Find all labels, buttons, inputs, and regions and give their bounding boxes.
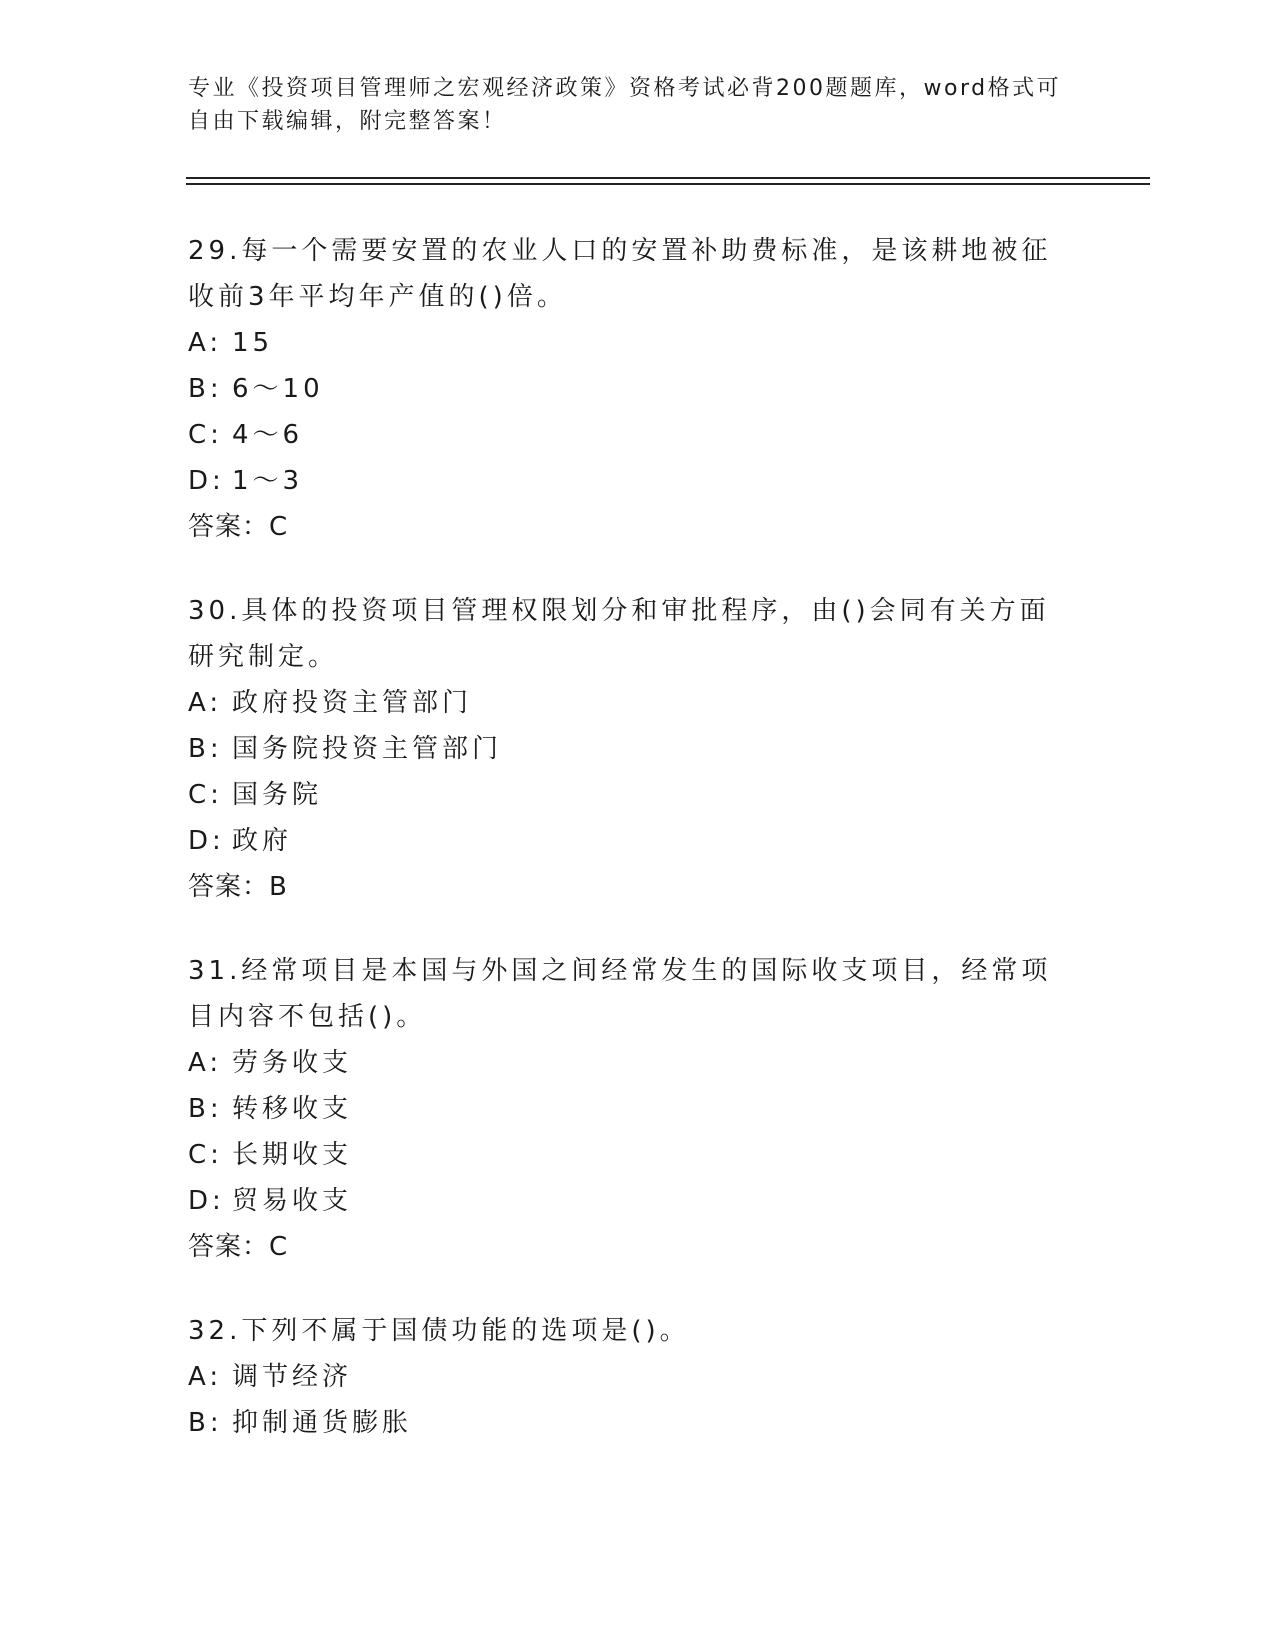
- option-letter: A:: [188, 688, 223, 718]
- option-letter: A:: [188, 1362, 223, 1392]
- option-text: 调节经济: [232, 1362, 353, 1392]
- option-a: [188, 1040, 1088, 1086]
- option-letter: C:: [188, 780, 223, 810]
- option-text: 6～10: [232, 374, 324, 404]
- option-letter: B:: [188, 734, 223, 764]
- option-text: 国务院投资主管部门: [232, 734, 503, 764]
- option-text: 抑制通货膨胀: [232, 1408, 413, 1438]
- option-text: 4～6: [232, 420, 304, 450]
- option-d: [188, 818, 1088, 864]
- option-a: [188, 680, 1088, 726]
- option-letter: C:: [188, 420, 223, 450]
- question-32: [188, 1308, 1088, 1446]
- option-letter: B:: [188, 1094, 223, 1124]
- question-stem: 32.下列不属于国债功能的选项是()。: [188, 1316, 690, 1346]
- option-a: [188, 320, 1088, 366]
- option-letter: B:: [188, 374, 223, 404]
- answer-line: 答案：B: [188, 872, 288, 902]
- question-31: [188, 948, 1088, 1270]
- question-stem: 29.每一个需要安置的农业人口的安置补助费标准，是该耕地被征收前3年平均年产值的()倍。: [188, 236, 1052, 312]
- option-b: [188, 1400, 1088, 1446]
- option-text: 劳务收支: [232, 1048, 353, 1078]
- option-c: [188, 1132, 1088, 1178]
- option-text: 贸易收支: [232, 1186, 353, 1216]
- option-text: 政府: [232, 826, 293, 856]
- option-text: 1～3: [232, 466, 304, 496]
- option-text: 长期收支: [232, 1140, 353, 1170]
- header-divider-bottom: [186, 183, 1150, 185]
- option-letter: A:: [188, 1048, 223, 1078]
- question-list: [188, 228, 1088, 1484]
- option-b: [188, 366, 1088, 412]
- option-letter: B:: [188, 1408, 223, 1438]
- option-letter: D:: [188, 1186, 225, 1216]
- option-text: 政府投资主管部门: [232, 688, 473, 718]
- answer-line: 答案：C: [188, 512, 289, 542]
- option-d: [188, 458, 1088, 504]
- option-text: 国务院: [232, 780, 323, 810]
- option-text: 15: [232, 328, 274, 358]
- answer-line: 答案：C: [188, 1232, 289, 1262]
- question-stem: 31.经常项目是本国与外国之间经常发生的国际收支项目，经常项目内容不包括()。: [188, 956, 1052, 1032]
- option-d: [188, 1178, 1088, 1224]
- question-30: [188, 588, 1088, 910]
- question-29: [188, 228, 1088, 550]
- option-letter: C:: [188, 1140, 223, 1170]
- option-letter: A:: [188, 328, 223, 358]
- option-c: [188, 412, 1088, 458]
- option-a: [188, 1354, 1088, 1400]
- option-c: [188, 772, 1088, 818]
- option-letter: D:: [188, 826, 225, 856]
- question-stem: 30.具体的投资项目管理权限划分和审批程序，由()会同有关方面研究制定。: [188, 596, 1050, 672]
- option-letter: D:: [188, 466, 225, 496]
- option-b: [188, 1086, 1088, 1132]
- document-header: 专业《投资项目管理师之宏观经济政策》资格考试必背200题题库，word格式可自由下载编辑，附完整答案！: [188, 76, 1062, 134]
- header-divider-top: [186, 177, 1150, 179]
- option-text: 转移收支: [232, 1094, 353, 1124]
- option-b: [188, 726, 1088, 772]
